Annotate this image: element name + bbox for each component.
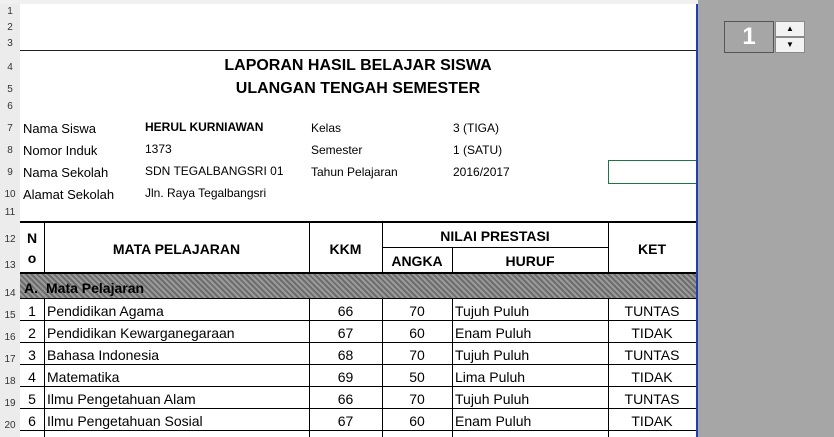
row-no[interactable]: 5: [28, 391, 36, 407]
semester-label: Semester: [311, 143, 363, 157]
header-subject: MATA PELAJARAN: [112, 241, 241, 257]
row-number[interactable]: 3: [7, 38, 13, 49]
school-address-label: Alamat Sekolah: [23, 187, 115, 202]
row-line: [20, 320, 696, 321]
header-nilai-prestasi: NILAI PRESTASI: [440, 228, 550, 244]
row-number[interactable]: 5: [7, 84, 13, 95]
section-bottom-line: [20, 298, 696, 299]
student-name-value[interactable]: HERUL KURNIAWAN: [145, 120, 264, 134]
row-header-column: [0, 4, 21, 437]
row-ket[interactable]: TUNTAS: [624, 303, 680, 319]
row-ket[interactable]: TIDAK: [631, 413, 673, 429]
row-angka[interactable]: 60: [409, 325, 425, 341]
table-top-border: [20, 221, 696, 223]
row-number[interactable]: 8: [7, 145, 13, 156]
row-line: [20, 430, 696, 431]
row-subject[interactable]: Bahasa Indonesia: [47, 347, 160, 363]
col-line: [44, 298, 45, 437]
row-number[interactable]: 2: [7, 22, 13, 33]
row-number[interactable]: 18: [4, 376, 16, 387]
row-angka[interactable]: 50: [409, 369, 425, 385]
row-line: [20, 386, 696, 387]
row-kkm[interactable]: 66: [337, 303, 354, 319]
header-ket: KET: [638, 241, 666, 257]
row-number[interactable]: 17: [4, 354, 16, 365]
row-number[interactable]: 15: [4, 310, 16, 321]
row-ket[interactable]: TUNTAS: [624, 347, 680, 363]
row-number[interactable]: 9: [7, 167, 13, 178]
row-ket[interactable]: TUNTAS: [624, 391, 680, 407]
header-no-2: o: [27, 250, 37, 266]
row-angka[interactable]: 70: [409, 391, 425, 407]
row-line: [20, 342, 696, 343]
row-kkm[interactable]: 69: [337, 369, 354, 385]
out-of-print-area: [698, 0, 834, 437]
row-angka[interactable]: 60: [409, 413, 425, 429]
row-huruf[interactable]: Enam Puluh: [455, 325, 532, 341]
row-number[interactable]: 19: [4, 398, 16, 409]
row-subject[interactable]: Matematika: [47, 369, 120, 385]
student-name-label: Nama Siswa: [23, 121, 96, 136]
row-number[interactable]: 4: [7, 62, 13, 73]
student-nis-label: Nomor Induk: [23, 143, 98, 158]
row-subject[interactable]: Ilmu Pengetahuan Alam: [47, 391, 196, 407]
section-label: Mata Pelajaran: [46, 280, 145, 296]
row-no[interactable]: 2: [28, 325, 36, 341]
row-number[interactable]: 7: [7, 123, 13, 134]
row-huruf[interactable]: Enam Puluh: [455, 413, 532, 429]
row-number[interactable]: 13: [4, 260, 16, 271]
row-number[interactable]: 6: [7, 101, 13, 112]
row-kkm[interactable]: 67: [337, 325, 354, 341]
row-no[interactable]: 1: [28, 303, 36, 319]
header-divider: [20, 50, 696, 51]
row-number[interactable]: 11: [4, 207, 16, 218]
row-number[interactable]: 16: [4, 332, 16, 343]
row-number[interactable]: 20: [4, 420, 16, 431]
spinner-up-button[interactable]: ▲: [775, 21, 805, 37]
row-no[interactable]: 6: [28, 413, 36, 429]
semester-value[interactable]: 1 (SATU): [453, 143, 503, 157]
nilai-subheader-line: [382, 247, 608, 248]
student-nis-value[interactable]: 1373: [145, 142, 172, 156]
spinner-down-button[interactable]: ▼: [775, 37, 805, 53]
school-address-value[interactable]: Jln. Raya Tegalbangsri: [145, 186, 267, 200]
row-angka[interactable]: 70: [409, 303, 425, 319]
header-kkm: KKM: [329, 241, 362, 257]
row-subject[interactable]: Pendidikan Kewarganegaraan: [47, 325, 235, 341]
report-sheet: [20, 4, 696, 437]
class-value[interactable]: 3 (TIGA): [453, 121, 500, 135]
row-number[interactable]: 12: [4, 234, 16, 245]
row-angka[interactable]: 70: [409, 347, 425, 363]
report-subtitle: ULANGAN TENGAH SEMESTER: [235, 80, 481, 97]
row-line: [20, 408, 696, 409]
school-name-value[interactable]: SDN TEGALBANGSRI 01: [145, 164, 284, 178]
row-huruf[interactable]: Tujuh Puluh: [455, 347, 530, 363]
class-label: Kelas: [311, 121, 342, 135]
spinner-value[interactable]: 1: [724, 21, 774, 53]
row-subject[interactable]: Pendidikan Agama: [47, 303, 164, 319]
header-huruf: HURUF: [505, 253, 555, 269]
row-huruf[interactable]: Tujuh Puluh: [455, 391, 530, 407]
year-value[interactable]: 2016/2017: [453, 165, 510, 179]
row-number[interactable]: 1: [7, 6, 13, 17]
row-ket[interactable]: TIDAK: [631, 325, 673, 341]
row-number[interactable]: 10: [4, 189, 16, 200]
row-no[interactable]: 3: [28, 347, 36, 363]
row-number[interactable]: 14: [4, 288, 16, 299]
year-label: Tahun Pelajaran: [311, 165, 398, 179]
row-huruf[interactable]: Tujuh Puluh: [455, 303, 530, 319]
row-ket[interactable]: TIDAK: [631, 369, 673, 385]
header-angka: ANGKA: [391, 253, 443, 269]
row-kkm[interactable]: 67: [337, 413, 354, 429]
section-letter: A.: [24, 280, 38, 296]
col-line: [452, 298, 453, 437]
row-subject[interactable]: Ilmu Pengetahuan Sosial: [47, 413, 203, 429]
row-huruf[interactable]: Lima Puluh: [455, 369, 526, 385]
row-no[interactable]: 4: [28, 369, 36, 385]
row-kkm[interactable]: 66: [337, 391, 354, 407]
school-name-label: Nama Sekolah: [23, 165, 109, 180]
report-title: LAPORAN HASIL BELAJAR SISWA: [224, 57, 492, 74]
row-kkm[interactable]: 68: [337, 347, 354, 363]
header-no-1: N: [26, 230, 38, 246]
row-line: [20, 364, 696, 365]
